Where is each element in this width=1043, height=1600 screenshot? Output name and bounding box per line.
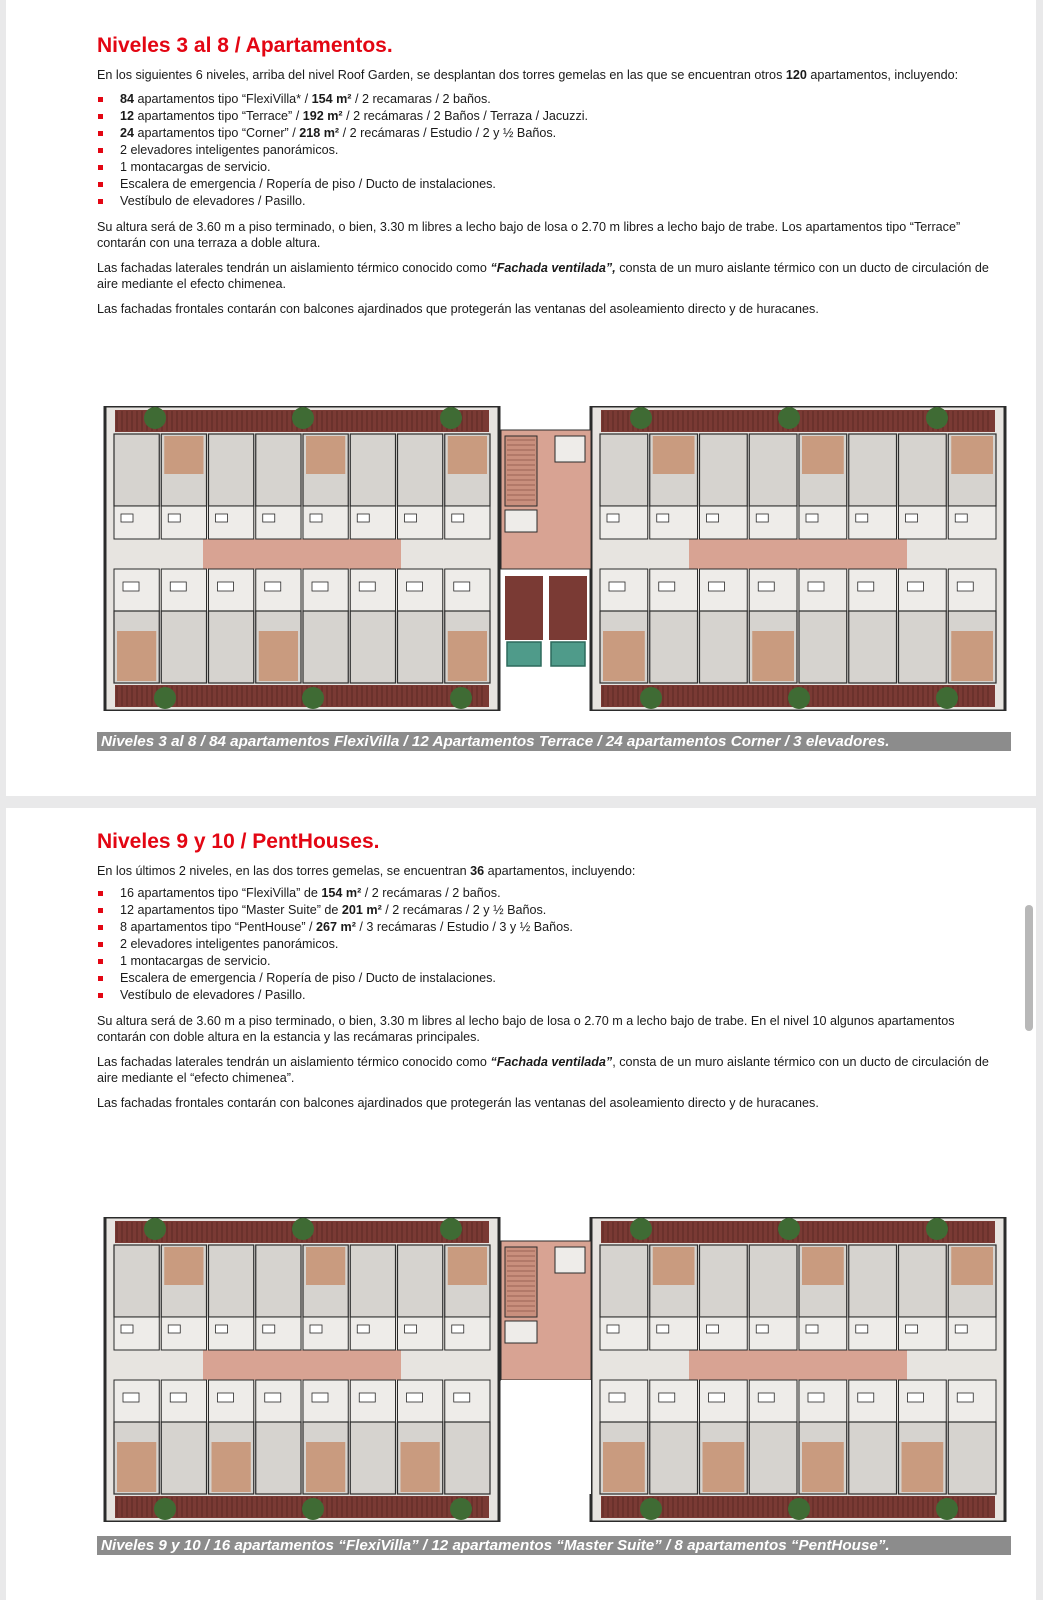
fixture — [756, 1325, 768, 1333]
feature-list — [97, 885, 1007, 1004]
unit-bath — [650, 1317, 698, 1350]
fixture — [168, 514, 180, 522]
fixture — [265, 1393, 281, 1402]
fixture — [758, 1393, 774, 1402]
fixture — [263, 514, 275, 522]
unit-bath — [700, 1317, 748, 1350]
fixture — [858, 582, 874, 591]
planter — [144, 407, 166, 429]
fixture — [123, 1393, 139, 1402]
fixture — [657, 1325, 669, 1333]
corridor — [689, 539, 907, 569]
fixture — [168, 1325, 180, 1333]
jacuzzi — [507, 642, 541, 666]
fixture — [906, 514, 918, 522]
planter — [440, 407, 462, 429]
planter — [630, 407, 652, 429]
paragraph: Las fachadas laterales tendrán un aislamiento térmico conocido como “Fachada ventilada”, consta de un muro aislante térmico con un ducto de circulación de aire mediante el “efecto chimenea”. — [97, 1055, 989, 1085]
fixture — [123, 582, 139, 591]
unit-room — [849, 434, 897, 506]
deck — [549, 576, 587, 640]
fixture — [357, 514, 369, 522]
fixture — [452, 1325, 464, 1333]
wood-floor — [259, 631, 298, 681]
unit-room — [398, 1245, 443, 1317]
fixture — [908, 1393, 924, 1402]
unit-bath — [445, 1317, 490, 1350]
unit-bath — [849, 506, 897, 539]
scrollbar-thumb[interactable] — [1025, 905, 1033, 1031]
list-item: 84 apartamentos tipo “FlexiVilla* / 154 m² / 2 recamaras / 2 baños. — [97, 91, 1007, 108]
planter — [778, 1218, 800, 1240]
unit-room — [161, 1422, 206, 1494]
fixture — [312, 582, 328, 591]
list-item: 1 montacargas de servicio. — [97, 953, 1007, 970]
fixture — [908, 582, 924, 591]
unit-bath — [600, 506, 648, 539]
paragraph: Las fachadas frontales contarán con balcones ajardinados que protegerán las ventanas del asoleamiento directo y de huracanes. — [97, 302, 819, 316]
corridor — [203, 539, 401, 569]
list-item: Escalera de emergencia / Ropería de piso / Ducto de instalaciones. — [97, 970, 1007, 987]
fixture — [310, 514, 322, 522]
unit-bath — [398, 506, 443, 539]
feature-list — [97, 91, 1007, 210]
description-paragraphs — [97, 1013, 1007, 1111]
wood-floor — [448, 436, 487, 474]
fixture — [657, 514, 669, 522]
fixture — [454, 582, 470, 591]
unit-bath — [799, 506, 847, 539]
list-item: 12 apartamentos tipo “Terrace” / 192 m² / 2 recámaras / 2 Baños / Terraza / Jacuzzi. — [97, 108, 1007, 125]
list-item: 12 apartamentos tipo “Master Suite” de 201 m² / 2 recámaras / 2 y ½ Baños. — [97, 902, 1007, 919]
floor-plan-levels-9-10 — [103, 1217, 1007, 1522]
fixture — [756, 514, 768, 522]
unit-room — [256, 1422, 301, 1494]
unit-bath — [849, 1317, 897, 1350]
planter — [778, 407, 800, 429]
unit-bath — [899, 1317, 947, 1350]
unit-room — [114, 434, 159, 506]
planter — [144, 1218, 166, 1240]
unit-bath — [161, 506, 206, 539]
planter — [926, 1218, 948, 1240]
fixture — [216, 1325, 228, 1333]
fixture — [955, 1325, 967, 1333]
wood-floor — [164, 436, 203, 474]
unit-bath — [209, 506, 254, 539]
planter — [450, 1498, 472, 1520]
unit-bath — [799, 1317, 847, 1350]
unit-bath — [600, 1317, 648, 1350]
fixture — [121, 514, 133, 522]
fixture — [265, 582, 281, 591]
unit-room — [749, 434, 797, 506]
fixture — [218, 1393, 234, 1402]
planter — [154, 687, 176, 709]
unit-bath — [445, 506, 490, 539]
fixture — [707, 1325, 719, 1333]
unit-room — [899, 611, 947, 683]
intro-paragraph: En los últimos 2 niveles, en las dos torres gemelas, se encuentran 36 apartamentos, incluyendo: — [97, 864, 636, 878]
fixture — [310, 1325, 322, 1333]
planter — [292, 407, 314, 429]
unit-room — [303, 611, 348, 683]
list-item: 24 apartamentos tipo “Corner” / 218 m² / 2 recámaras / Estudio / 2 y ½ Baños. — [97, 125, 1007, 142]
unit-room — [849, 1422, 897, 1494]
page-2 — [6, 808, 1036, 1600]
fixture — [758, 582, 774, 591]
page-title: Niveles 3 al 8 / Apartamentos. — [97, 34, 393, 57]
unit-room — [899, 1245, 947, 1317]
fixture — [955, 514, 967, 522]
fixture — [806, 514, 818, 522]
wood-floor — [951, 436, 993, 474]
wood-floor — [951, 631, 993, 681]
fixture — [452, 514, 464, 522]
floor-plan-levels-3-8 — [103, 406, 1007, 711]
unit-room — [849, 1245, 897, 1317]
fixture — [808, 582, 824, 591]
description-paragraphs — [97, 219, 1007, 317]
fixture — [405, 1325, 417, 1333]
unit-room — [350, 1245, 395, 1317]
fixture — [858, 1393, 874, 1402]
unit-room — [209, 434, 254, 506]
page-1 — [6, 0, 1036, 796]
list-item: Vestíbulo de elevadores / Pasillo. — [97, 987, 1007, 1004]
stair — [505, 1247, 537, 1317]
unit-room — [899, 434, 947, 506]
wood-floor — [802, 1442, 844, 1492]
planter — [450, 687, 472, 709]
unit-room — [650, 611, 698, 683]
unit-room — [398, 434, 443, 506]
unit-bath — [650, 506, 698, 539]
unit-bath — [114, 1317, 159, 1350]
paragraph: Las fachadas frontales contarán con balcones ajardinados que protegerán las ventanas del asoleamiento directo y de huracanes. — [97, 1096, 819, 1110]
unit-room — [398, 611, 443, 683]
fixture — [856, 514, 868, 522]
unit-bath — [948, 506, 996, 539]
list-item: 16 apartamentos tipo “FlexiVilla” de 154 m² / 2 recámaras / 2 baños. — [97, 885, 1007, 902]
unit-bath — [256, 506, 301, 539]
wood-floor — [448, 1247, 487, 1285]
fixture — [170, 582, 186, 591]
planter — [640, 1498, 662, 1520]
unit-room — [350, 1422, 395, 1494]
unit-bath — [398, 1317, 443, 1350]
planter — [936, 1498, 958, 1520]
unit-room — [209, 611, 254, 683]
unit-bath — [303, 506, 348, 539]
unit-room — [209, 1245, 254, 1317]
fixture — [709, 582, 725, 591]
unit-room — [849, 611, 897, 683]
planter — [788, 687, 810, 709]
list-item: 8 apartamentos tipo “PentHouse” / 267 m² / 3 recámaras / Estudio / 3 y ½ Baños. — [97, 919, 1007, 936]
floor-plan-caption: Niveles 9 y 10 / 16 apartamentos “FlexiVilla” / 12 apartamentos “Master Suite” / 8 apartamentos “PentHouse”. — [97, 1536, 1011, 1555]
fixture — [607, 514, 619, 522]
fixture — [957, 582, 973, 591]
fixture — [808, 1393, 824, 1402]
fixture — [407, 1393, 423, 1402]
planter — [926, 407, 948, 429]
list-item: 2 elevadores inteligentes panorámicos. — [97, 142, 1007, 159]
floor-plan-caption: Niveles 3 al 8 / 84 apartamentos FlexiVilla / 12 Apartamentos Terrace / 24 apartamentos Corner / 3 elevadores. — [97, 732, 1011, 751]
fixture — [312, 1393, 328, 1402]
wood-floor — [802, 1247, 844, 1285]
wood-floor — [448, 631, 487, 681]
wood-floor — [653, 1247, 695, 1285]
fixture — [659, 1393, 675, 1402]
fixture — [607, 1325, 619, 1333]
list-item: 2 elevadores inteligentes panorámicos. — [97, 936, 1007, 953]
unit-room — [350, 611, 395, 683]
fixture — [709, 1393, 725, 1402]
fixture — [216, 514, 228, 522]
wood-floor — [212, 1442, 251, 1492]
unit-room — [700, 434, 748, 506]
list-item: Vestíbulo de elevadores / Pasillo. — [97, 193, 1007, 210]
fixture — [170, 1393, 186, 1402]
fixture — [359, 582, 375, 591]
paragraph: Su altura será de 3.60 m a piso terminado, o bien, 3.30 m libres al lecho bajo de losa o 2.70 m a lecho bajo de trabe. En el nivel 10 algunos apartamentos contarán con doble altura en la estancia y las recámaras principales. — [97, 1014, 955, 1044]
unit-room — [256, 434, 301, 506]
fixture — [957, 1393, 973, 1402]
fixture — [359, 1393, 375, 1402]
fixture — [263, 1325, 275, 1333]
wood-floor — [117, 1442, 156, 1492]
unit-bath — [350, 506, 395, 539]
page-2-text — [97, 830, 1007, 1111]
unit-bath — [749, 1317, 797, 1350]
planter — [292, 1218, 314, 1240]
unit-room — [161, 611, 206, 683]
wood-floor — [306, 436, 345, 474]
paragraph: Las fachadas laterales tendrán un aislamiento térmico conocido como “Fachada ventilada”, consta de un muro aislante térmico con un ducto de circulación de aire mediante el efecto chimenea. — [97, 261, 989, 291]
unit-room — [749, 1245, 797, 1317]
planter — [302, 1498, 324, 1520]
fixture — [806, 1325, 818, 1333]
fixture — [707, 514, 719, 522]
unit-room — [114, 1245, 159, 1317]
unit-bath — [749, 506, 797, 539]
unit-bath — [209, 1317, 254, 1350]
fixture — [218, 582, 234, 591]
fixture — [405, 514, 417, 522]
unit-room — [600, 434, 648, 506]
wood-floor — [164, 1247, 203, 1285]
list-item: Escalera de emergencia / Ropería de piso / Ducto de instalaciones. — [97, 176, 1007, 193]
fixture — [454, 1393, 470, 1402]
planter — [788, 1498, 810, 1520]
elevator — [505, 1321, 537, 1343]
planter — [936, 687, 958, 709]
wood-floor — [802, 436, 844, 474]
unit-bath — [899, 506, 947, 539]
unit-bath — [303, 1317, 348, 1350]
wood-floor — [603, 1442, 645, 1492]
planter — [302, 687, 324, 709]
planter — [630, 1218, 652, 1240]
fixture — [357, 1325, 369, 1333]
page-title: Niveles 9 y 10 / PentHouses. — [97, 830, 380, 853]
wood-floor — [603, 631, 645, 681]
unit-bath — [256, 1317, 301, 1350]
wood-floor — [703, 1442, 745, 1492]
fixture — [609, 1393, 625, 1402]
unit-room — [749, 1422, 797, 1494]
unit-room — [445, 1422, 490, 1494]
fixture — [609, 582, 625, 591]
planter — [640, 687, 662, 709]
core-gap — [501, 1380, 591, 1494]
stair — [505, 436, 537, 506]
wood-floor — [401, 1442, 440, 1492]
corridor — [203, 1350, 401, 1380]
unit-room — [700, 611, 748, 683]
paragraph: Su altura será de 3.60 m a piso terminado, o bien, 3.30 m libres a lecho bajo de losa o 2.70 m libres a lecho bajo de trabe. Los apartamentos tipo “Terrace” contarán con una terraza a doble altura. — [97, 220, 961, 250]
elevator — [555, 436, 585, 462]
wood-floor — [902, 1442, 944, 1492]
corridor — [689, 1350, 907, 1380]
planter — [154, 1498, 176, 1520]
fixture — [856, 1325, 868, 1333]
deck — [505, 576, 543, 640]
wood-floor — [117, 631, 156, 681]
unit-bath — [948, 1317, 996, 1350]
jacuzzi — [551, 642, 585, 666]
unit-room — [700, 1245, 748, 1317]
unit-bath — [114, 506, 159, 539]
fixture — [906, 1325, 918, 1333]
unit-room — [600, 1245, 648, 1317]
unit-room — [256, 1245, 301, 1317]
wood-floor — [653, 436, 695, 474]
unit-room — [350, 434, 395, 506]
elevator — [505, 510, 537, 532]
intro-paragraph: En los siguientes 6 niveles, arriba del nivel Roof Garden, se desplantan dos torres gemelas en las que se encuentran otros 120 apartamentos, incluyendo: — [97, 68, 959, 82]
wood-floor — [752, 631, 794, 681]
list-item: 1 montacargas de servicio. — [97, 159, 1007, 176]
wood-floor — [951, 1247, 993, 1285]
unit-room — [799, 611, 847, 683]
page-1-text — [97, 34, 1007, 317]
wood-floor — [306, 1247, 345, 1285]
unit-bath — [700, 506, 748, 539]
fixture — [659, 582, 675, 591]
planter — [440, 1218, 462, 1240]
wood-floor — [306, 1442, 345, 1492]
fixture — [407, 582, 423, 591]
unit-bath — [161, 1317, 206, 1350]
unit-bath — [350, 1317, 395, 1350]
unit-room — [948, 1422, 996, 1494]
elevator — [555, 1247, 585, 1273]
fixture — [121, 1325, 133, 1333]
unit-room — [650, 1422, 698, 1494]
